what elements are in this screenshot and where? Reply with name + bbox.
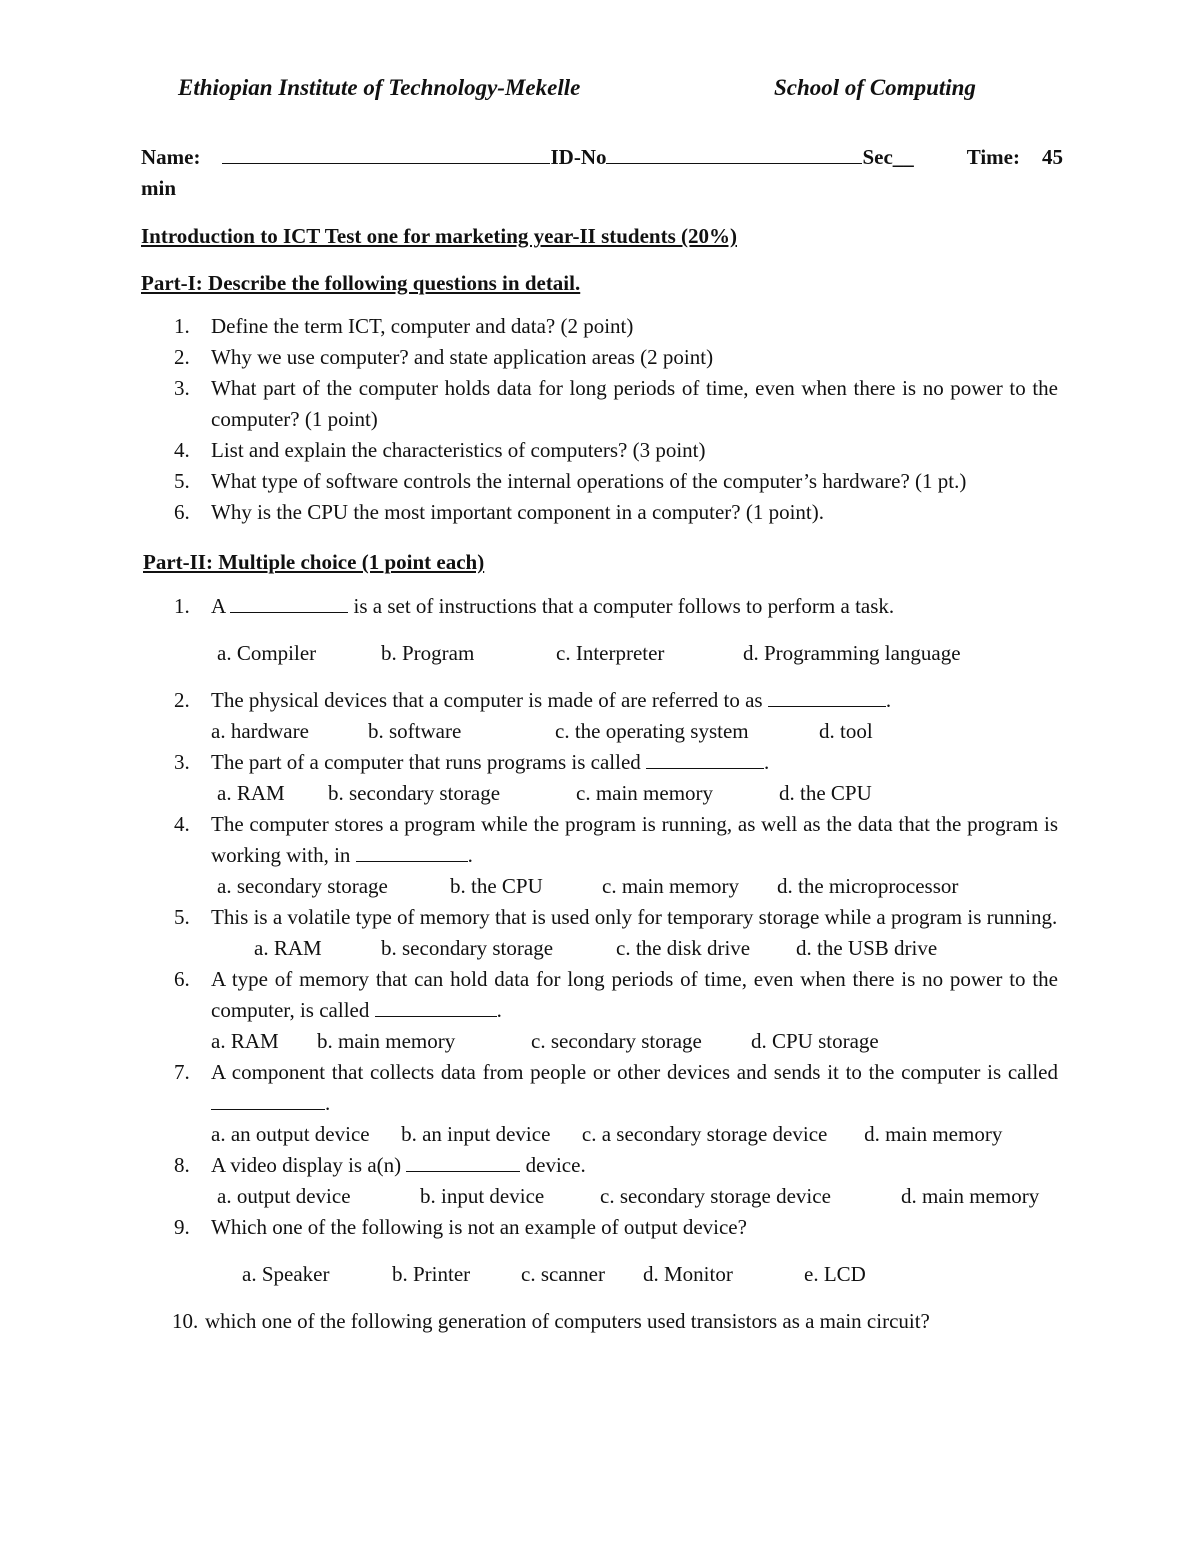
answer-option: d. tool <box>819 719 873 743</box>
question-number: 3. <box>174 750 190 774</box>
answer-option: c. secondary storage <box>531 1029 702 1053</box>
time-label: Time: <box>966 145 1020 169</box>
answer-option: c. main memory <box>602 874 740 898</box>
answer-option: a. output device <box>217 1184 351 1208</box>
answer-option: a. RAM <box>211 1029 279 1053</box>
answer-option: b. Printer <box>392 1262 471 1286</box>
question-stem-end: . <box>885 688 892 712</box>
answer-options: a. an output device b. an input device c. a secondary storage device d. main memory <box>211 1122 1003 1146</box>
answer-blank <box>356 843 468 862</box>
question-stem: The computer stores a program while the program is running, as well as the data that the program is working with, in <box>211 812 1058 867</box>
question-stem: The physical devices that a computer is made of are referred to as <box>211 688 768 712</box>
test-title: Introduction to ICT Test one for marketing year-II students (20%) <box>141 224 737 248</box>
question-stem: A <box>211 594 231 618</box>
part2-question <box>0 902 1200 933</box>
answer-option: c. scanner <box>521 1262 605 1286</box>
answer-option: b. Program <box>381 641 475 665</box>
answer-option: d. the microprocessor <box>777 874 959 898</box>
name-blank <box>222 143 550 164</box>
answer-options <box>0 1181 1200 1212</box>
answer-option: c. secondary storage device <box>600 1184 831 1208</box>
question-stem-end: . <box>764 750 770 774</box>
part1-question-list <box>0 311 1200 528</box>
answer-option: a. RAM <box>254 936 322 960</box>
answer-option: a. Speaker <box>242 1262 330 1286</box>
part1-question <box>0 342 1200 373</box>
question-text <box>211 964 1058 1026</box>
question-text <box>205 1306 1065 1337</box>
part1-question <box>0 311 1200 342</box>
part1-question <box>0 497 1200 528</box>
part2-question <box>0 747 1200 778</box>
part2-question-list <box>0 591 1200 1337</box>
answer-blank <box>768 688 886 707</box>
answer-options <box>0 933 1200 964</box>
question-text: What type of software controls the internal operations of the computer’s hardware? (1 pt.) <box>211 469 967 493</box>
question-text <box>211 685 1058 716</box>
answer-blank <box>211 1091 325 1110</box>
question-number: 1. <box>174 594 190 618</box>
answer-option: b. secondary storage <box>381 936 554 960</box>
question-text <box>211 1212 1058 1243</box>
institute-name: Ethiopian Institute of Technology-Mekelle <box>178 75 581 100</box>
question-text <box>211 1150 1058 1181</box>
question-number: 4. <box>174 812 190 836</box>
question-text: Define the term ICT, computer and data? (2 point) <box>211 314 634 338</box>
time-value: 45 <box>1042 145 1063 169</box>
question-stem-end: . <box>496 998 502 1022</box>
question-number: 2. <box>174 688 190 712</box>
part2-question <box>0 685 1200 716</box>
answer-option: c. main memory <box>576 781 714 805</box>
answer-options-row <box>0 1119 1200 1150</box>
part2-question <box>0 1057 1200 1119</box>
answer-option: d. the CPU <box>779 781 872 805</box>
answer-option: a. hardware <box>211 719 309 743</box>
question-number: 8. <box>174 1153 190 1177</box>
question-text <box>211 591 1058 622</box>
question-text <box>211 902 1058 933</box>
question-number: 7. <box>174 1060 190 1084</box>
answer-option: d. Monitor <box>643 1262 733 1286</box>
question-number: 5. <box>174 469 190 493</box>
student-info <box>141 142 1063 204</box>
question-number: 2. <box>174 345 190 369</box>
time-field <box>967 142 1063 173</box>
part1-question <box>0 373 1200 435</box>
question-stem: A video display is a(n) <box>211 1153 407 1177</box>
answer-blank <box>230 594 348 613</box>
answer-options <box>0 1259 1200 1290</box>
question-stem: Which one of the following is not an example of output device? <box>211 1215 747 1239</box>
answer-option: b. main memory <box>317 1029 456 1053</box>
question-text: Why we use computer? and state application areas (2 point) <box>211 345 714 369</box>
answer-options <box>0 716 1200 747</box>
answer-blank <box>646 750 764 769</box>
question-number: 5. <box>174 905 190 929</box>
school-name: School of Computing <box>774 75 976 100</box>
answer-option: a. Compiler <box>217 641 317 665</box>
part2-title: Part-II: Multiple choice (1 point each) <box>143 550 485 574</box>
part2-question <box>0 964 1200 1026</box>
question-number: 1. <box>174 314 190 338</box>
question-stem-end: is a set of instructions that a computer follows to perform a task. <box>348 594 895 618</box>
answer-option: b. the CPU <box>450 874 543 898</box>
question-stem: This is a volatile type of memory that is used only for temporary storage while a program is running. <box>211 905 1058 929</box>
question-stem: A component that collects data from people or other devices and sends it to the computer is called <box>211 1060 1058 1084</box>
question-text: List and explain the characteristics of computers? (3 point) <box>211 438 706 462</box>
answer-options <box>0 1026 1200 1057</box>
answer-option: d. Programming language <box>743 641 961 665</box>
sec-label: Sec__ <box>862 145 914 169</box>
question-number: 4. <box>174 438 190 462</box>
question-text <box>211 809 1058 871</box>
answer-option: e. LCD <box>804 1262 866 1286</box>
part2-question <box>0 809 1200 871</box>
answer-blank <box>375 998 497 1017</box>
part2-question <box>0 591 1200 622</box>
answer-option: b. software <box>368 719 462 743</box>
name-label: Name: <box>141 145 201 169</box>
answer-option: b. input device <box>420 1184 545 1208</box>
question-stem: which one of the following generation of computers used transistors as a main circuit? <box>205 1309 930 1333</box>
question-number: 9. <box>174 1215 190 1239</box>
question-stem-end: . <box>467 843 473 867</box>
id-label: ID-No <box>550 145 607 169</box>
part2-question <box>0 1212 1200 1243</box>
question-stem: The part of a computer that runs programs is called <box>211 750 647 774</box>
question-text <box>211 747 1058 778</box>
part2-question <box>0 1150 1200 1181</box>
answer-option: d. CPU storage <box>751 1029 879 1053</box>
time-unit: min <box>141 176 177 200</box>
answer-blank <box>406 1153 520 1172</box>
answer-options <box>0 778 1200 809</box>
answer-option: d. main memory <box>901 1184 1040 1208</box>
question-number: 3. <box>174 376 190 400</box>
answer-options <box>0 638 1200 669</box>
question-text <box>211 1057 1058 1119</box>
id-blank <box>606 143 862 164</box>
answer-option: a. RAM <box>217 781 285 805</box>
part1-title: Part-I: Describe the following questions in detail. <box>141 271 581 295</box>
answer-option: a. secondary storage <box>217 874 388 898</box>
answer-option: d. the USB drive <box>796 936 938 960</box>
question-number: 10. <box>172 1309 199 1333</box>
answer-option: c. the operating system <box>555 719 749 743</box>
part2-question <box>0 1306 1200 1337</box>
answer-option: b. secondary storage <box>328 781 501 805</box>
part1-question <box>0 435 1200 466</box>
question-number: 6. <box>174 967 190 991</box>
question-number: 6. <box>174 500 190 524</box>
answer-options <box>0 871 1200 902</box>
answer-option: c. Interpreter <box>556 641 665 665</box>
part1-question <box>0 466 1200 497</box>
question-stem: A type of memory that can hold data for long periods of time, even when there is no power to the computer, is called <box>211 967 1058 1022</box>
answer-option: c. the disk drive <box>616 936 751 960</box>
question-text: What part of the computer holds data for long periods of time, even when there is no power to the computer? (1 point) <box>211 376 1058 431</box>
question-text: Why is the CPU the most important component in a computer? (1 point). <box>211 500 824 524</box>
question-stem-end: . <box>325 1091 331 1115</box>
question-stem-end: device. <box>520 1153 586 1177</box>
